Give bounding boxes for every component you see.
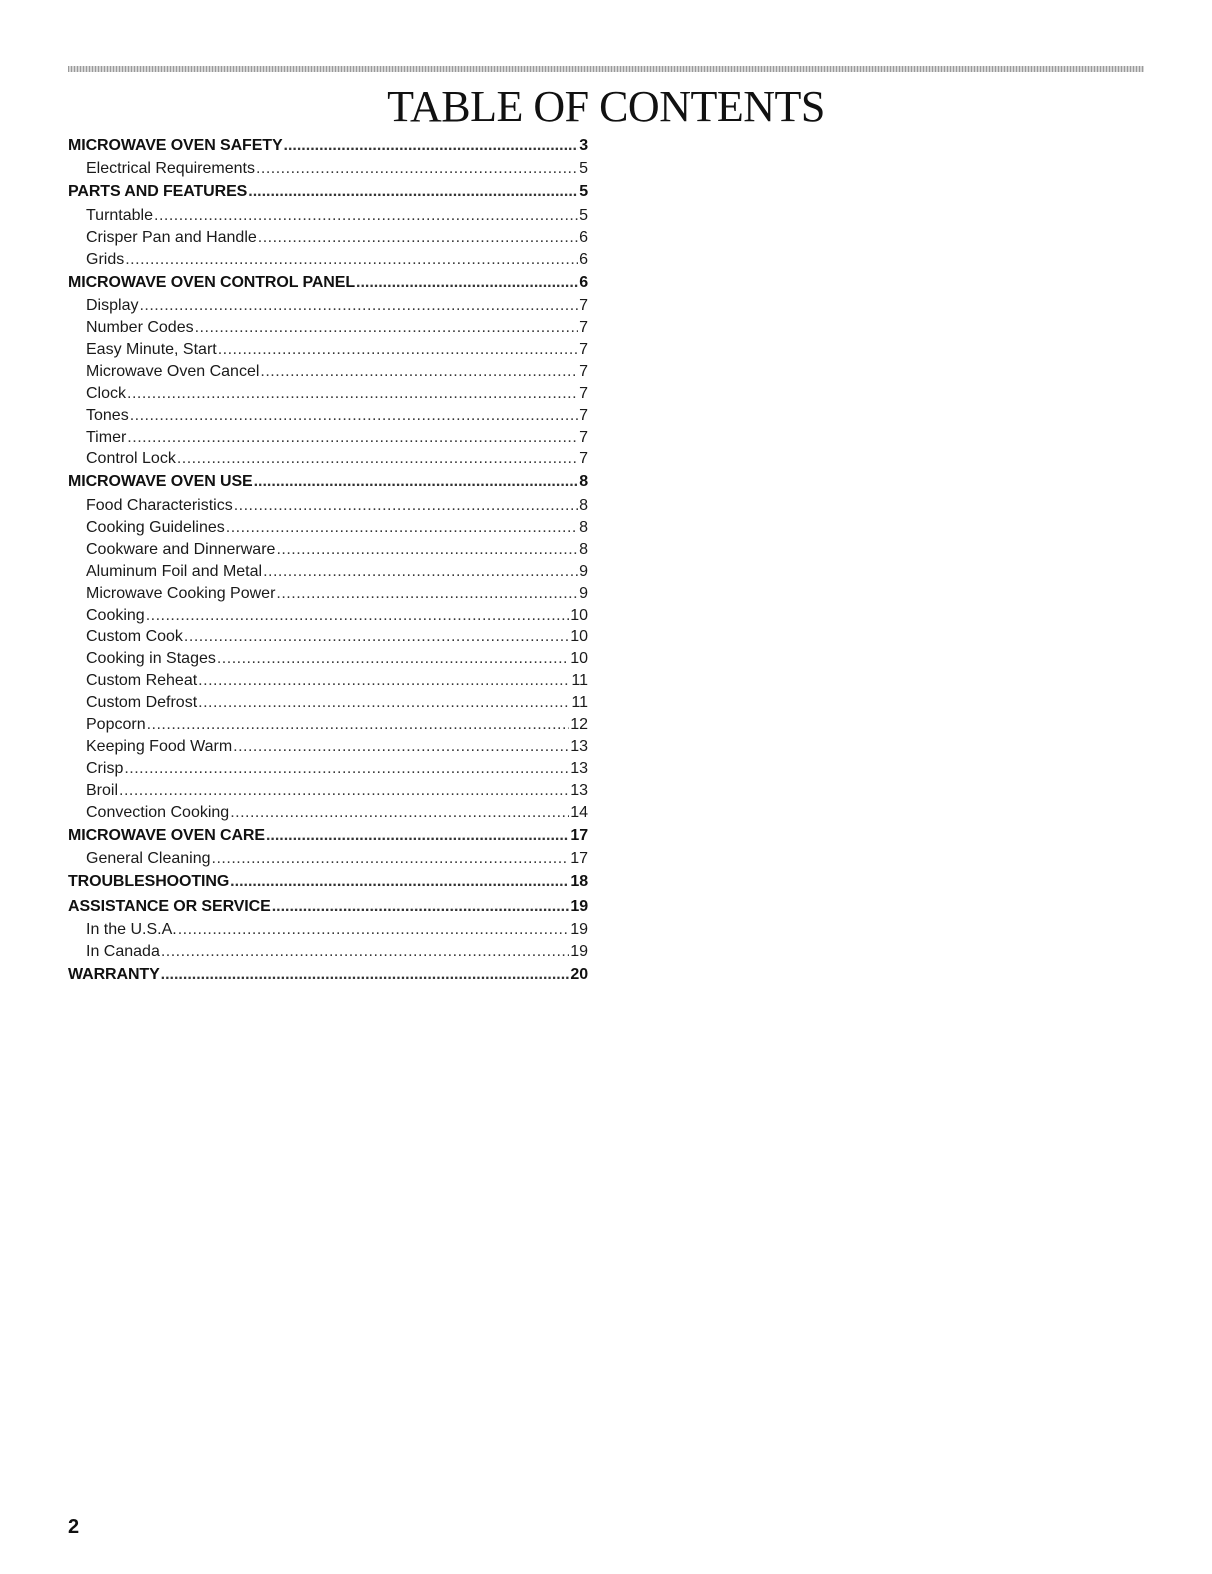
toc-subentry[interactable]	[68, 760, 588, 782]
toc-subentry[interactable]	[68, 850, 588, 872]
toc-entry-page: 5	[579, 160, 588, 178]
toc-entry-page: 17	[570, 826, 588, 844]
toc-entry-label: In the U.S.A.	[86, 920, 177, 938]
toc-entry-label: Cookware and Dinnerware	[86, 540, 276, 558]
toc-entry-page: 10	[570, 650, 588, 668]
toc-entry-page: 13	[570, 760, 588, 778]
toc-entry-label: Cooking	[86, 606, 145, 624]
toc-subentry[interactable]	[68, 607, 588, 629]
toc-entry-page: 6	[579, 250, 588, 268]
dot-leader	[276, 585, 578, 603]
toc-entry-page: 7	[579, 318, 588, 336]
toc-entry-label: MICROWAVE OVEN SAFETY	[68, 137, 283, 154]
toc-subentry[interactable]	[68, 716, 588, 738]
toc-section-heading[interactable]	[68, 827, 588, 850]
toc-section-heading[interactable]	[68, 274, 588, 297]
toc-entry-label: MICROWAVE OVEN CARE	[68, 826, 265, 844]
dot-leader	[233, 738, 569, 756]
toc-entry-page: 10	[570, 628, 588, 646]
toc-entry-page: 7	[579, 362, 588, 380]
toc-subentry[interactable]	[68, 341, 588, 363]
dot-leader	[212, 850, 570, 868]
dot-leader	[184, 628, 569, 646]
toc-subentry[interactable]	[68, 738, 588, 760]
toc-entry-page: 7	[579, 296, 588, 314]
toc-section-heading[interactable]	[68, 137, 588, 160]
toc-subentry[interactable]	[68, 450, 588, 472]
dot-leader	[218, 341, 578, 359]
toc-subentry[interactable]	[68, 694, 588, 716]
toc-subentry[interactable]	[68, 563, 588, 585]
toc-entry-label: Control Lock	[86, 450, 176, 468]
dot-leader	[161, 943, 569, 961]
toc-entry-label: ASSISTANCE OR SERVICE	[68, 897, 271, 915]
toc-entry-label: WARRANTY	[68, 965, 160, 983]
toc-subentry[interactable]	[68, 628, 588, 650]
toc-entry-page: 13	[570, 738, 588, 756]
dot-leader	[234, 497, 578, 515]
toc-entry-page: 5	[579, 183, 588, 201]
toc-subentry[interactable]	[68, 585, 588, 607]
toc-entry-page: 7	[579, 450, 588, 468]
toc-entry-label: Crisp	[86, 760, 124, 778]
toc-entry-page: 8	[579, 518, 588, 536]
dot-leader	[154, 207, 578, 225]
dot-leader	[139, 297, 578, 315]
toc-entry-page: 11	[571, 694, 588, 712]
toc-entry-label: Keeping Food Warm	[86, 738, 233, 756]
toc-entry-label: Electrical Requirements	[86, 160, 255, 178]
toc-subentry[interactable]	[68, 497, 588, 519]
toc-entry-label: Display	[86, 296, 139, 314]
toc-entry-page: 3	[579, 137, 588, 154]
toc-entry-page: 11	[571, 672, 588, 690]
dot-leader	[195, 319, 578, 337]
table-of-contents	[68, 137, 588, 989]
toc-entry-page: 6	[579, 228, 588, 246]
toc-entry-label: MICROWAVE OVEN CONTROL PANEL	[68, 273, 355, 291]
toc-section-heading[interactable]	[68, 966, 588, 989]
toc-entry-page: 7	[579, 428, 588, 446]
toc-entry-page: 9	[579, 562, 588, 580]
dot-leader	[254, 473, 579, 491]
dot-leader	[119, 782, 569, 800]
dot-leader	[258, 229, 578, 247]
toc-subentry[interactable]	[68, 251, 588, 273]
toc-entry-label: Timer	[86, 428, 127, 446]
dot-leader	[217, 650, 569, 668]
toc-entry-page: 5	[579, 206, 588, 224]
toc-subentry[interactable]	[68, 160, 588, 182]
toc-entry-label: TROUBLESHOOTING	[68, 873, 230, 891]
toc-entry-page: 6	[579, 273, 588, 291]
toc-entry-page: 7	[579, 406, 588, 424]
toc-entry-label: MICROWAVE OVEN USE	[68, 473, 253, 491]
toc-subentry[interactable]	[68, 804, 588, 826]
toc-entry-page: 17	[570, 850, 588, 868]
dot-leader	[177, 450, 578, 468]
toc-section-heading[interactable]	[68, 473, 588, 496]
toc-entry-label: General Cleaning	[86, 850, 211, 868]
dot-leader	[230, 804, 569, 822]
toc-subentry[interactable]	[68, 943, 588, 965]
toc-entry-page: 19	[570, 920, 588, 938]
toc-entry-page: 8	[579, 540, 588, 558]
toc-subentry[interactable]	[68, 519, 588, 541]
toc-subentry[interactable]	[68, 407, 588, 429]
dot-leader	[284, 137, 579, 155]
toc-subentry[interactable]	[68, 385, 588, 407]
dot-leader	[260, 363, 578, 381]
toc-entry-label: Clock	[86, 384, 127, 402]
page-title: TABLE OF CONTENTS	[387, 82, 825, 131]
toc-entry-label: Easy Minute, Start	[86, 340, 217, 358]
dot-leader	[272, 898, 570, 916]
dot-leader	[248, 183, 578, 201]
toc-entry-page: 12	[570, 716, 588, 734]
toc-subentry[interactable]	[68, 297, 588, 319]
toc-entry-page: 10	[570, 606, 588, 624]
toc-entry-label: In Canada	[86, 942, 160, 960]
dot-leader	[161, 966, 570, 984]
top-rule	[68, 66, 1144, 72]
toc-entry-label: Aluminum Foil and Metal	[86, 562, 263, 580]
dot-leader	[147, 716, 570, 734]
dot-leader	[130, 407, 578, 425]
dot-leader	[198, 694, 570, 712]
toc-subentry[interactable]	[68, 921, 588, 943]
page-number: 2	[68, 1516, 80, 1538]
toc-entry-page: 7	[579, 340, 588, 358]
toc-entry-page: 14	[570, 803, 588, 821]
dot-leader	[178, 921, 569, 939]
toc-section-heading[interactable]	[68, 183, 588, 206]
toc-subentry[interactable]	[68, 363, 588, 385]
toc-entry-label: Custom Reheat	[86, 672, 198, 690]
toc-entry-label: Custom Defrost	[86, 694, 198, 712]
dot-leader	[276, 541, 578, 559]
toc-section-heading[interactable]	[68, 873, 588, 896]
toc-subentry[interactable]	[68, 229, 588, 251]
dot-leader	[226, 519, 578, 537]
dot-leader	[230, 873, 569, 891]
toc-entry-page: 9	[579, 584, 588, 602]
toc-entry-page: 19	[570, 942, 588, 960]
toc-subentry[interactable]	[68, 541, 588, 563]
toc-entry-label: PARTS AND FEATURES	[68, 183, 248, 201]
toc-subentry[interactable]	[68, 782, 588, 804]
dot-leader	[125, 251, 578, 269]
dot-leader	[256, 160, 578, 178]
toc-entry-label: Food Characteristics	[86, 496, 233, 514]
toc-entry-label: Turntable	[86, 206, 153, 224]
dot-leader	[124, 760, 569, 778]
dot-leader	[146, 607, 570, 625]
toc-entry-label: Broil	[86, 782, 119, 799]
toc-entry-page: 13	[570, 782, 588, 799]
dot-leader	[127, 429, 578, 447]
toc-entry-label: Tones	[86, 406, 129, 424]
toc-subentry[interactable]	[68, 650, 588, 672]
dot-leader	[127, 385, 578, 403]
toc-subentry[interactable]	[68, 429, 588, 451]
dot-leader	[263, 563, 578, 581]
dot-leader	[266, 827, 569, 845]
toc-entry-label: Convection Cooking	[86, 803, 230, 821]
dot-leader	[198, 672, 570, 690]
toc-entry-label: Cooking in Stages	[86, 650, 216, 668]
toc-subentry[interactable]	[68, 319, 588, 341]
toc-entry-label: Microwave Cooking Power	[86, 584, 276, 602]
toc-entry-label: Custom Cook	[86, 628, 183, 646]
toc-subentry[interactable]	[68, 672, 588, 694]
toc-entry-label: Number Codes	[86, 318, 194, 336]
toc-entry-page: 8	[579, 496, 588, 514]
toc-entry-page: 20	[570, 965, 588, 983]
toc-entry-label: Microwave Oven Cancel	[86, 362, 260, 380]
toc-section-heading[interactable]	[68, 898, 588, 921]
toc-subentry[interactable]	[68, 207, 588, 229]
dot-leader	[356, 274, 578, 292]
toc-entry-label: Crisper Pan and Handle	[86, 228, 257, 246]
toc-entry-page: 18	[570, 873, 588, 891]
toc-entry-page: 19	[570, 897, 588, 915]
toc-entry-label: Popcorn	[86, 716, 146, 734]
toc-entry-label: Cooking Guidelines	[86, 518, 225, 536]
toc-entry-page: 8	[579, 473, 588, 491]
toc-entry-page: 7	[579, 384, 588, 402]
toc-entry-label: Grids	[86, 250, 125, 268]
